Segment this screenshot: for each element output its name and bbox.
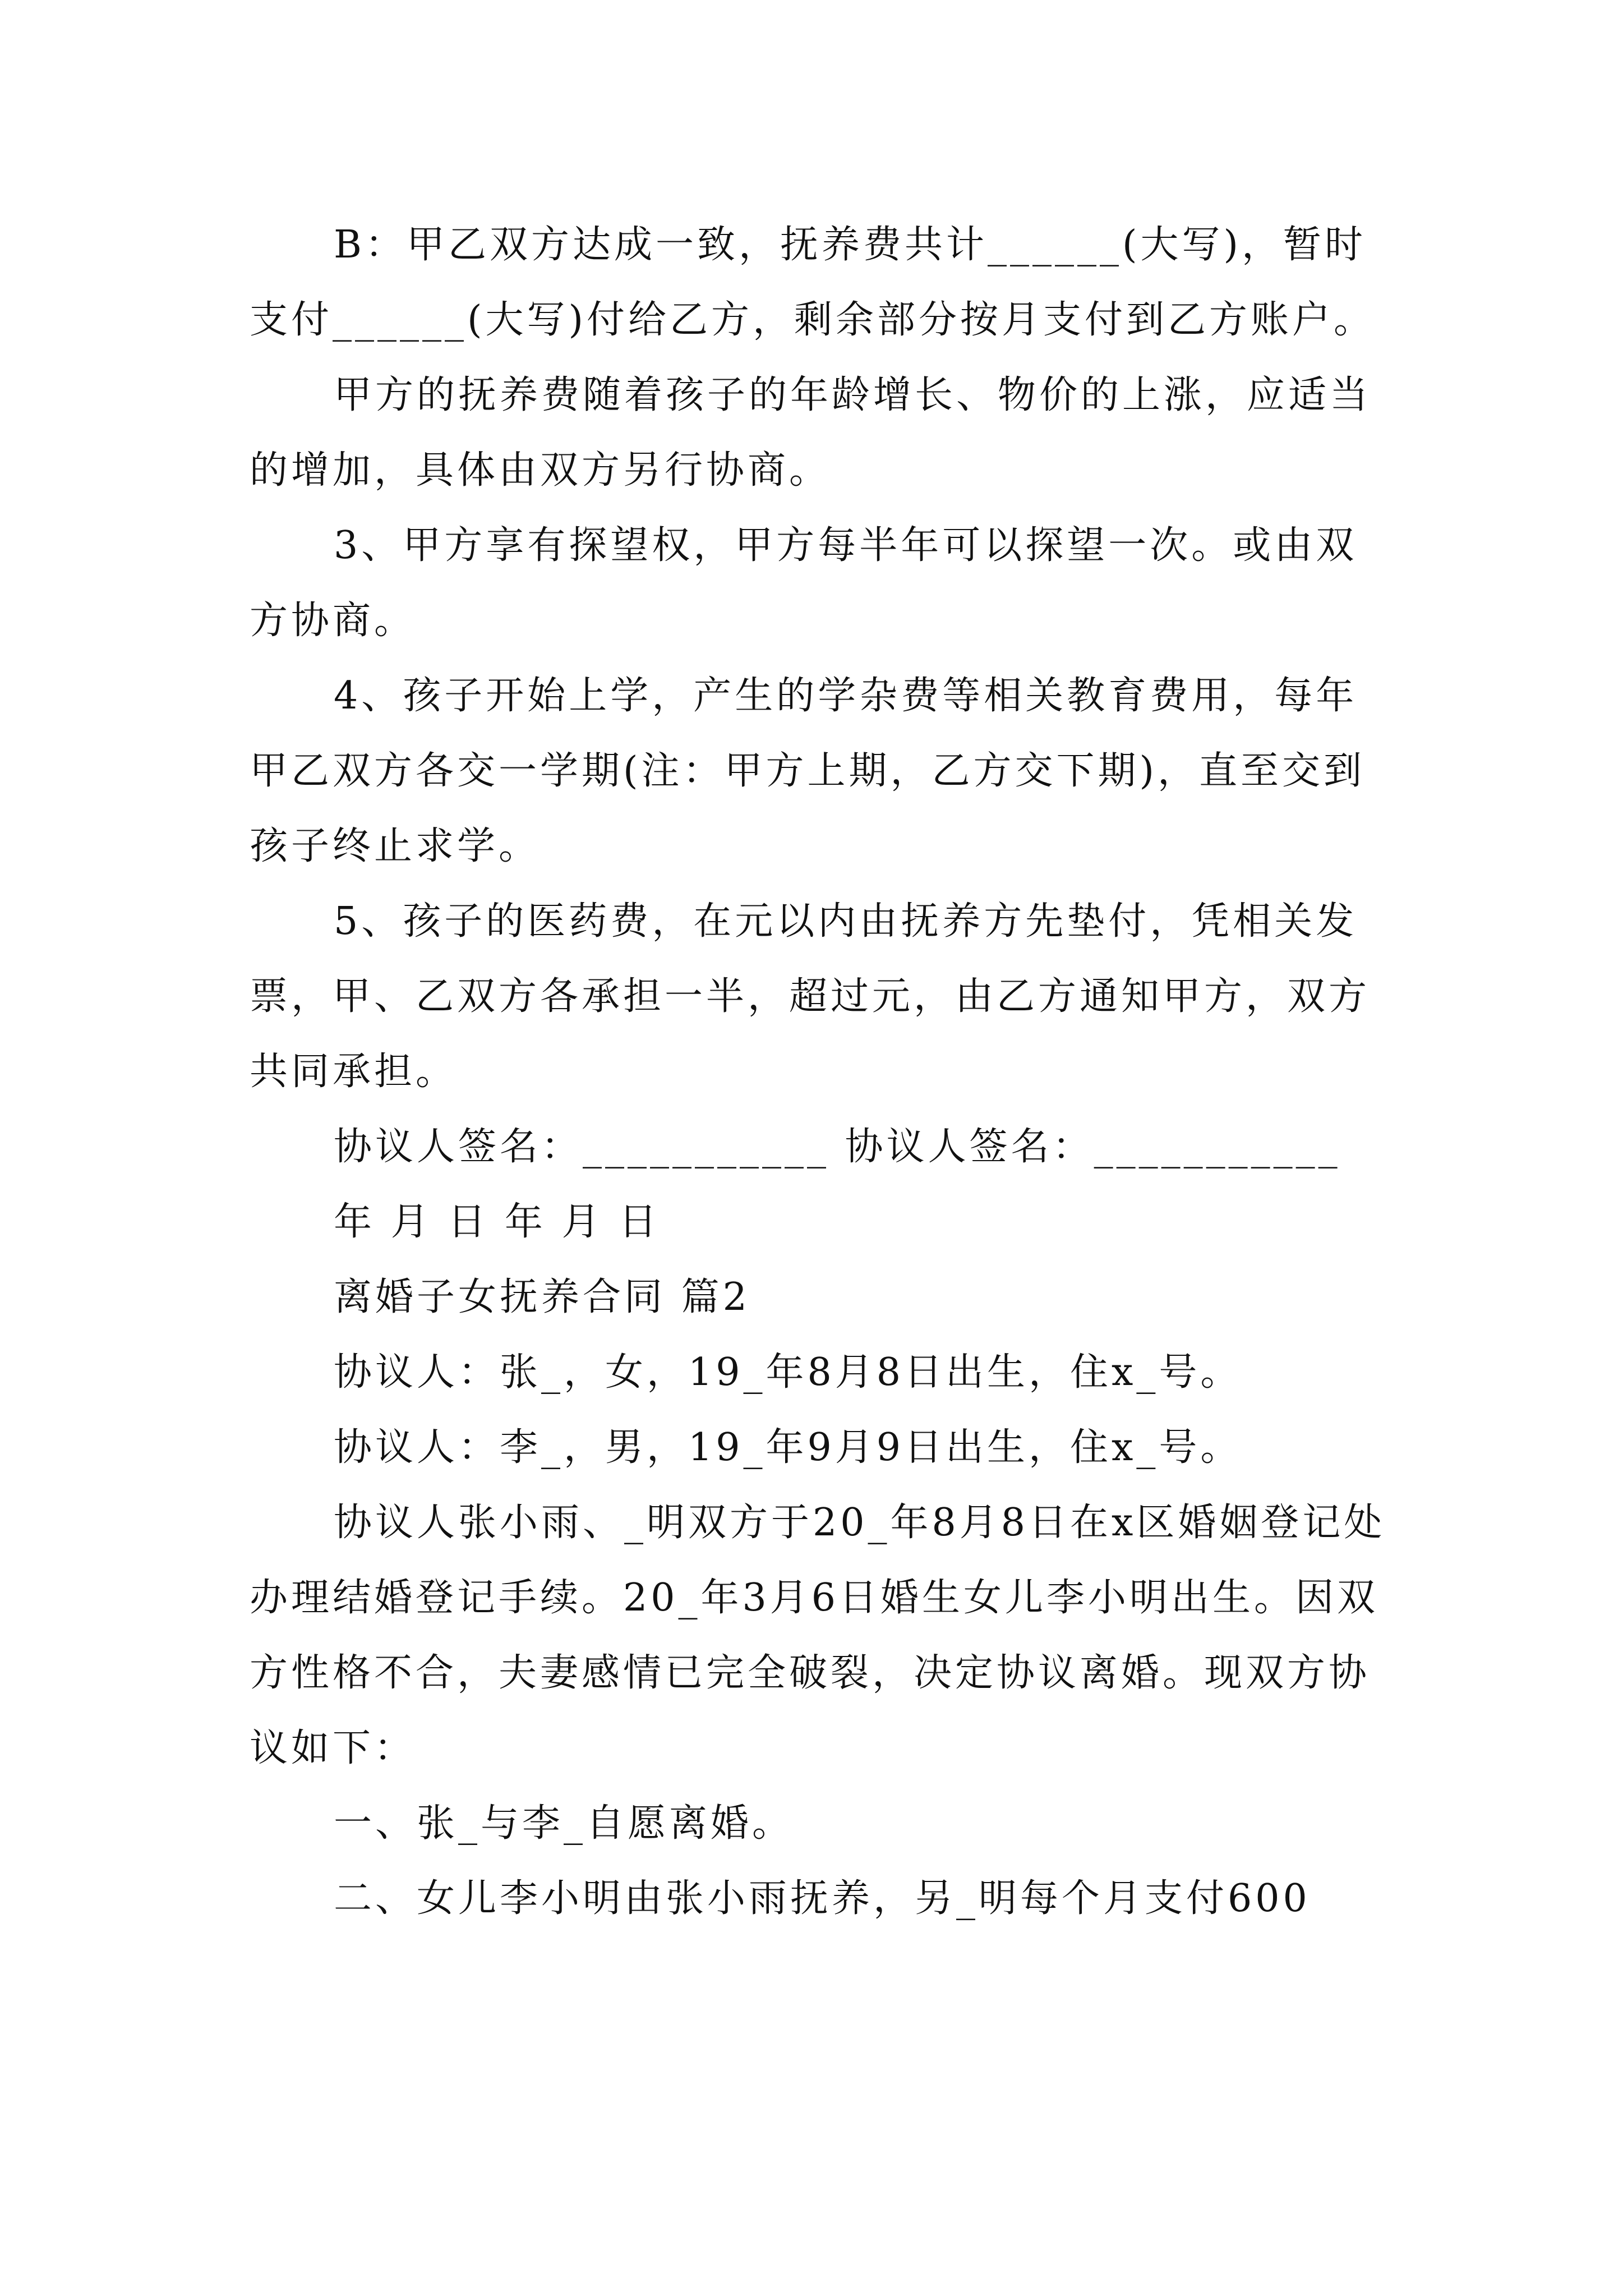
signature-line: 协议人签名：___________ 协议人签名：___________ [334,1125,1341,1169]
paragraph-visitation-rights: 3、甲方享有探望权，甲方每半年可以探望一次。或由双方协商。 [250,523,1358,643]
paragraph-background: 协议人张小雨、_明双方于20_年8月8日在x区婚姻登记处办理结婚登记手续。20_年3月6日婚生女儿李小明出生。因双方性格不合，夫妻感情已完全破裂，决定协议离婚。现双方协议如下： [250,1501,1386,1770]
document-body [250,208,1391,1936]
clause-one: 一、张_与李_自愿离婚。 [334,1801,794,1846]
clause-two: 二、女儿李小明由张小雨抚养，另_明每个月支付600 [334,1876,1311,1921]
paragraph-medical-fees: 5、孩子的医药费，在元以内由抚养方先垫付，凭相关发票，甲、乙双方各承担一半，超过元，由乙方通知甲方，双方共同承担。 [250,899,1371,1094]
paragraph-support-increase: 甲方的抚养费随着孩子的年龄增长、物价的上涨，应适当的增加，具体由双方另行协商。 [250,373,1372,493]
date-line: 年 月 日 年 月 日 [334,1200,661,1244]
party-b-info: 协议人：李_，男，19_年9月9日出生，住x_号。 [334,1425,1242,1470]
paragraph-education-fees: 4、孩子开始上学，产生的学杂费等相关教育费用，每年甲乙双方各交一学期(注：甲方上期，乙方交下期)，直至交到孩子终止求学。 [250,674,1366,868]
paragraph-child-support-payment: B：甲乙双方达成一致，抚养费共计______(大写)，暂时支付______(大写)付给乙方，剩余部分按月支付到乙方账户。 [250,223,1376,342]
party-a-info: 协议人：张_，女，19_年8月8日出生，住x_号。 [334,1350,1242,1395]
section-heading: 离婚子女抚养合同 篇2 [334,1275,750,1319]
